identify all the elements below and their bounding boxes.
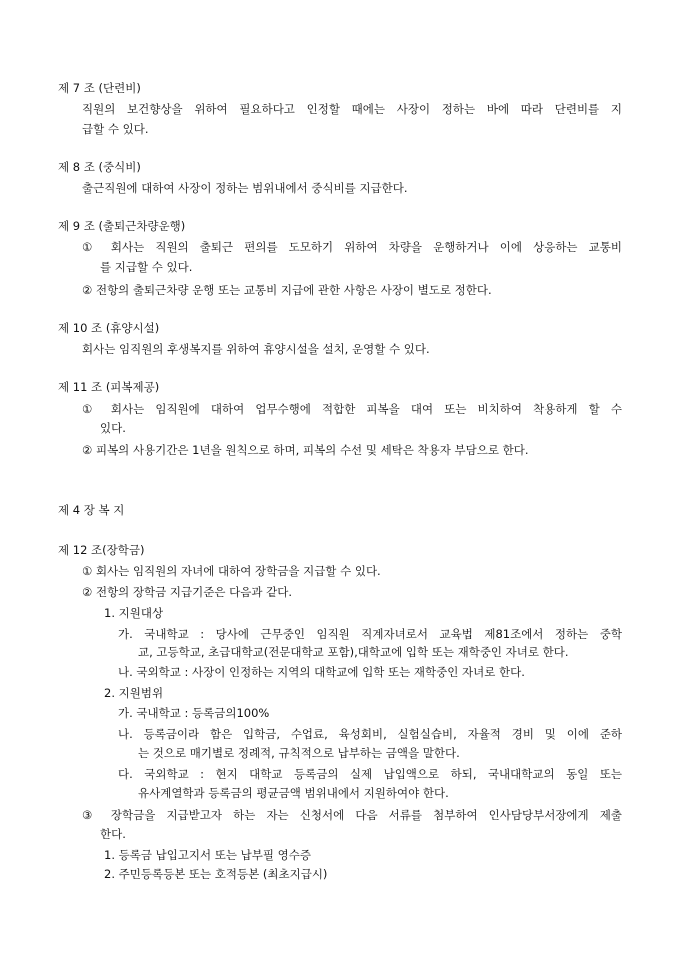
article-9-heading: 제 9 조 (출퇴근차량운행) xyxy=(58,219,186,233)
article-9-paragraph-1-line-2: 를 지급할 수 있다. xyxy=(100,260,193,274)
support-target-domestic-line-1: 가. 국내학교 : 당사에 근무중인 임직원 직계자녀로서 교육법 제81조에서 정하는 중학 xyxy=(118,627,622,641)
required-document-2: 2. 주민등록등본 또는 호적등본 (최초지급시) xyxy=(104,867,328,881)
article-11-paragraph-1-line-1: ① 회사는 임직원에 대하여 업무수행에 적합한 피복을 대여 또는 비치하여 착용하게 할 수 xyxy=(82,402,622,416)
article-10-heading: 제 10 조 (휴양시설) xyxy=(58,321,160,335)
article-11-heading: 제 11 조 (피복제공) xyxy=(58,380,160,394)
support-scope-tuition-definition-line-2: 는 것으로 매기별로 정례적, 규칙적으로 납부하는 금액을 말한다. xyxy=(138,746,460,760)
support-scope-domestic-line-1: 가. 국내학교 : 등록금의100% xyxy=(118,706,270,720)
article-12-paragraph-3-line-2: 한다. xyxy=(100,827,126,841)
required-document-1: 1. 등록금 납입고지서 또는 납부필 영수증 xyxy=(104,848,311,862)
article-8-heading: 제 8 조 (중식비) xyxy=(58,160,141,174)
article-9-paragraph-1-line-1: ① 회사는 직원의 출퇴근 편의를 도모하기 위하여 차량을 운행하거나 이에 상응하는 교통비 xyxy=(82,240,622,254)
article-12-paragraph-2: ② 전항의 장학금 지급기준은 다음과 같다. xyxy=(82,585,292,599)
article-11-paragraph-2: ② 피복의 사용기간은 1년을 원칙으로 하며, 피복의 수선 및 세탁은 착용자 부담으로 한다. xyxy=(82,443,529,457)
article-12-paragraph-1: ① 회사는 임직원의 자녀에 대하여 장학금을 지급할 수 있다. xyxy=(82,564,381,578)
support-scope-overseas-line-1: 다. 국외학교 : 현지 대학교 등록금의 실제 납입액으로 하되, 국내대학교의 동일 또는 xyxy=(118,767,622,781)
chapter-4-heading: 제 4 장 복 지 xyxy=(58,503,125,517)
support-scope-item: 2. 지원범위 xyxy=(104,686,164,700)
support-scope-tuition-definition-line-1: 나. 등록금이라 함은 입학금, 수업료, 육성회비, 실험실습비, 자율적 경비 및 이에 준하 xyxy=(118,727,622,741)
article-11-paragraph-1-line-2: 있다. xyxy=(100,421,126,435)
article-7-body-line-1: 직원의 보건향상을 위하여 필요하다고 인정할 때에는 사장이 정하는 바에 따라 단련비를 지 xyxy=(82,102,622,116)
article-9-paragraph-2: ② 전항의 출퇴근차량 운행 또는 교통비 지급에 관한 사항은 사장이 별도로 정한다. xyxy=(82,283,492,297)
support-scope-overseas-line-2: 유사계열학과 등록금의 평균금액 범위내에서 지원하여야 한다. xyxy=(138,786,449,800)
article-7-body-line-2: 급할 수 있다. xyxy=(82,122,149,136)
article-12-heading: 제 12 조(장학금) xyxy=(58,543,145,557)
support-target-item: 1. 지원대상 xyxy=(104,606,164,620)
support-target-overseas-line-1: 나. 국외학교 : 사장이 인정하는 지역의 대학교에 입학 또는 재학중인 자녀로 한다. xyxy=(118,665,525,679)
article-10-body-line-1: 회사는 임직원의 후생복지를 위하여 휴양시설을 설치, 운영할 수 있다. xyxy=(82,342,430,356)
article-12-paragraph-3-line-1: ③ 장학금을 지급받고자 하는 자는 신청서에 다음 서류를 첨부하여 인사담당부서장에게 제출 xyxy=(82,808,622,822)
article-8-body-line-1: 출근직원에 대하여 사장이 정하는 범위내에서 중식비를 지급한다. xyxy=(82,181,408,195)
article-7-heading: 제 7 조 (단련비) xyxy=(58,81,141,95)
support-target-domestic-line-2: 교, 고등학교, 초급대학교(전문대학교 포함),대학교에 입학 또는 재학중인 자녀로 한다. xyxy=(138,645,569,659)
